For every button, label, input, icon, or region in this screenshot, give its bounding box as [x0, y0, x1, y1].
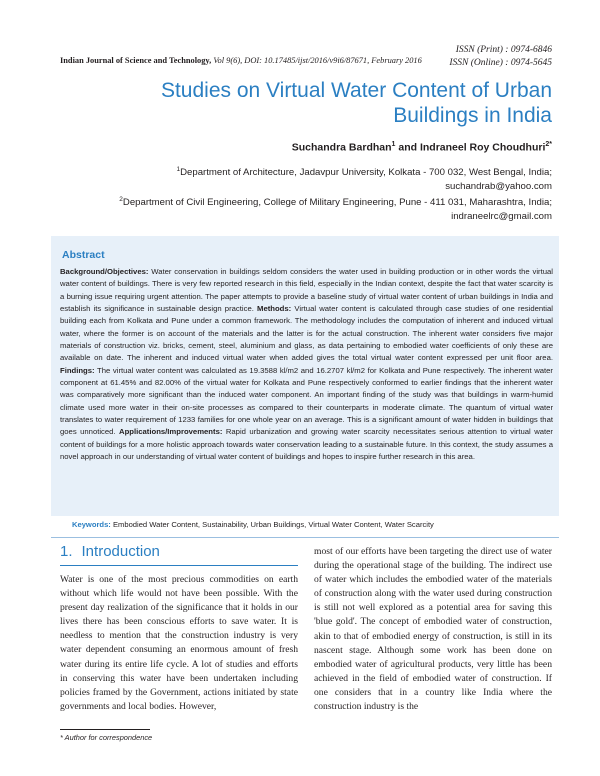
intro-heading [60, 543, 160, 560]
affiliation-1-email: suchandrab@yahoo.com [445, 181, 552, 193]
keywords-text: Embodied Water Content, Sustainability, Urban Buildings, Virtual Water Content, Water Scarcity [112, 520, 434, 529]
abstract-bg-text: Water conservation in buildings seldom considers the water used in building production or in other words the virtual water content of buildings. There is very few reported research in this field, especially in the Indian context, despite the fact that water scarcity is a burning issue requiring urgent attention. The paper attempts to provide a baseline study of virtual water content of urban buildings in India and establish its significance in sustainable design practice. [60, 267, 553, 314]
abstract-heading: Abstract [62, 249, 105, 261]
affiliation-1 [32, 163, 552, 194]
intro-column-left: Water is one of the most precious commodities on earth without which life would not have been possible. With the present day realization of the significance that it holds in our lives there has been conscious efforts to save water. It is needless to mention that the construction industry is very water dependent consuming an enormous amount of fresh water during its entire life cycle. A lot of studies and efforts in conserving this water have been undertaken including policies framed by the Government, actions initiated by state governments and local bodies. However, [60, 574, 298, 712]
abstract-text [60, 266, 553, 464]
author-connector: and [395, 141, 420, 154]
affiliation-2-sup: 2 [119, 196, 123, 203]
abstract-findings-label: Findings: [60, 365, 95, 375]
affiliation-1-sup: 1 [176, 166, 181, 173]
correspondence-footnote: * Author for correspondence [60, 733, 153, 742]
journal-details: Vol 9(6), DOI: 10.17485/ijst/2016/v9i6/87671, February 2016 [213, 56, 422, 65]
journal-name: Indian Journal of Science and Technology, [60, 56, 212, 65]
intro-number: 1. [60, 543, 73, 560]
keywords-divider [51, 537, 559, 538]
issn-online: ISSN (Online) : 0974-5645 [449, 57, 552, 68]
author-2-sup: 2* [545, 141, 552, 148]
author-line [292, 141, 552, 154]
abstract-methods-text: Virtual water content is calculated through case studies of one residential building each from Kolkata and Pune under a common framework. The methodology includes the computation of inherent and induced virtual water, where the former is on account of the materials and the latter is for the actual construction. The inherent water considers five major materials of construction viz. bricks, cement, steel, aluminium and glass, as data pertaining to embodied water coefficients of only these are available on date. The inherent and induced virtual water when added gives the total virtual water content expressed per unit floor area. [60, 304, 553, 363]
keywords-label: Keywords: [72, 520, 111, 529]
abstract-findings-text: The virtual water content was calculated as 19.3588 kl/m2 and 16.2707 kl/m2 for Kolkata and Pune respectively. The inherent water component at 61.45% and 82.00% of the virtual water for Kolkata and Pune respectively conformed to earlier findings that the inherent water was comparatively more significant than the induced water component. An important finding of the study was that buildings in warm-humid climate used more water in their on-site processes as compared to their counterparts in moderate climate. The quantum of virtual water translates to water requirement of 1233 families for one whole year on an average. This is a significant amount of water hidden in buildings that goes unnoticed. [60, 365, 553, 437]
affiliation-2 [32, 193, 552, 224]
keywords-line [72, 520, 434, 529]
article-title: Studies on Virtual Water Content of Urban Buildings in India [160, 79, 552, 127]
abstract-bg-label: Background/Objectives: [60, 267, 149, 276]
abstract-methods-label: Methods: [257, 304, 292, 314]
affiliation-2-dept: Department of Civil Engineering, College of Military Engineering, Pune - 411 031, Maharashtra, India; [122, 197, 552, 209]
intro-heading-rule [60, 565, 298, 566]
affiliation-2-email: indraneelrc@gmail.com [451, 211, 552, 223]
abstract-apps-text: Rapid urbanization and growing water scarcity necessitates serious attention to virtual water content of buildings for a more holistic approach towards water conservation leading to a sustainable future. In this context, the study assumes a novel approach in our understanding of virtual water content of buildings and hopes to inspire further research in this area. [60, 427, 553, 462]
intro-column-right: most of our efforts have been targeting the direct use of water during the operational stage of the building. The indirect use of water which includes the embodied water of the materials of construction along with the water used during construction is still not well explored as a potential area for saving this 'blue gold'. The concept of embodied water of construction, akin to that of embodied energy of construction, is still in its nascent stage. Although some work has been done on embodied water of agricultural products, very little has been achieved in the field of embodied water of construction. If one considers that in a country like India where the construction industry is the [314, 546, 552, 713]
abstract-apps-label: Applications/Improvements: [119, 427, 223, 437]
journal-citation [60, 56, 422, 65]
footnote-rule [60, 729, 150, 730]
author-1-sup: 1 [391, 141, 396, 148]
issn-block [449, 44, 552, 69]
affiliation-1-dept: Department of Architecture, Jadavpur University, Kolkata - 700 032, West Bengal, India; [180, 167, 552, 179]
author-1: Suchandra Bardhan [291, 141, 392, 154]
intro-title: Introduction [81, 543, 160, 560]
author-2: Indraneel Roy Choudhuri [419, 141, 546, 154]
issn-print: ISSN (Print) : 0974-6846 [455, 45, 552, 55]
